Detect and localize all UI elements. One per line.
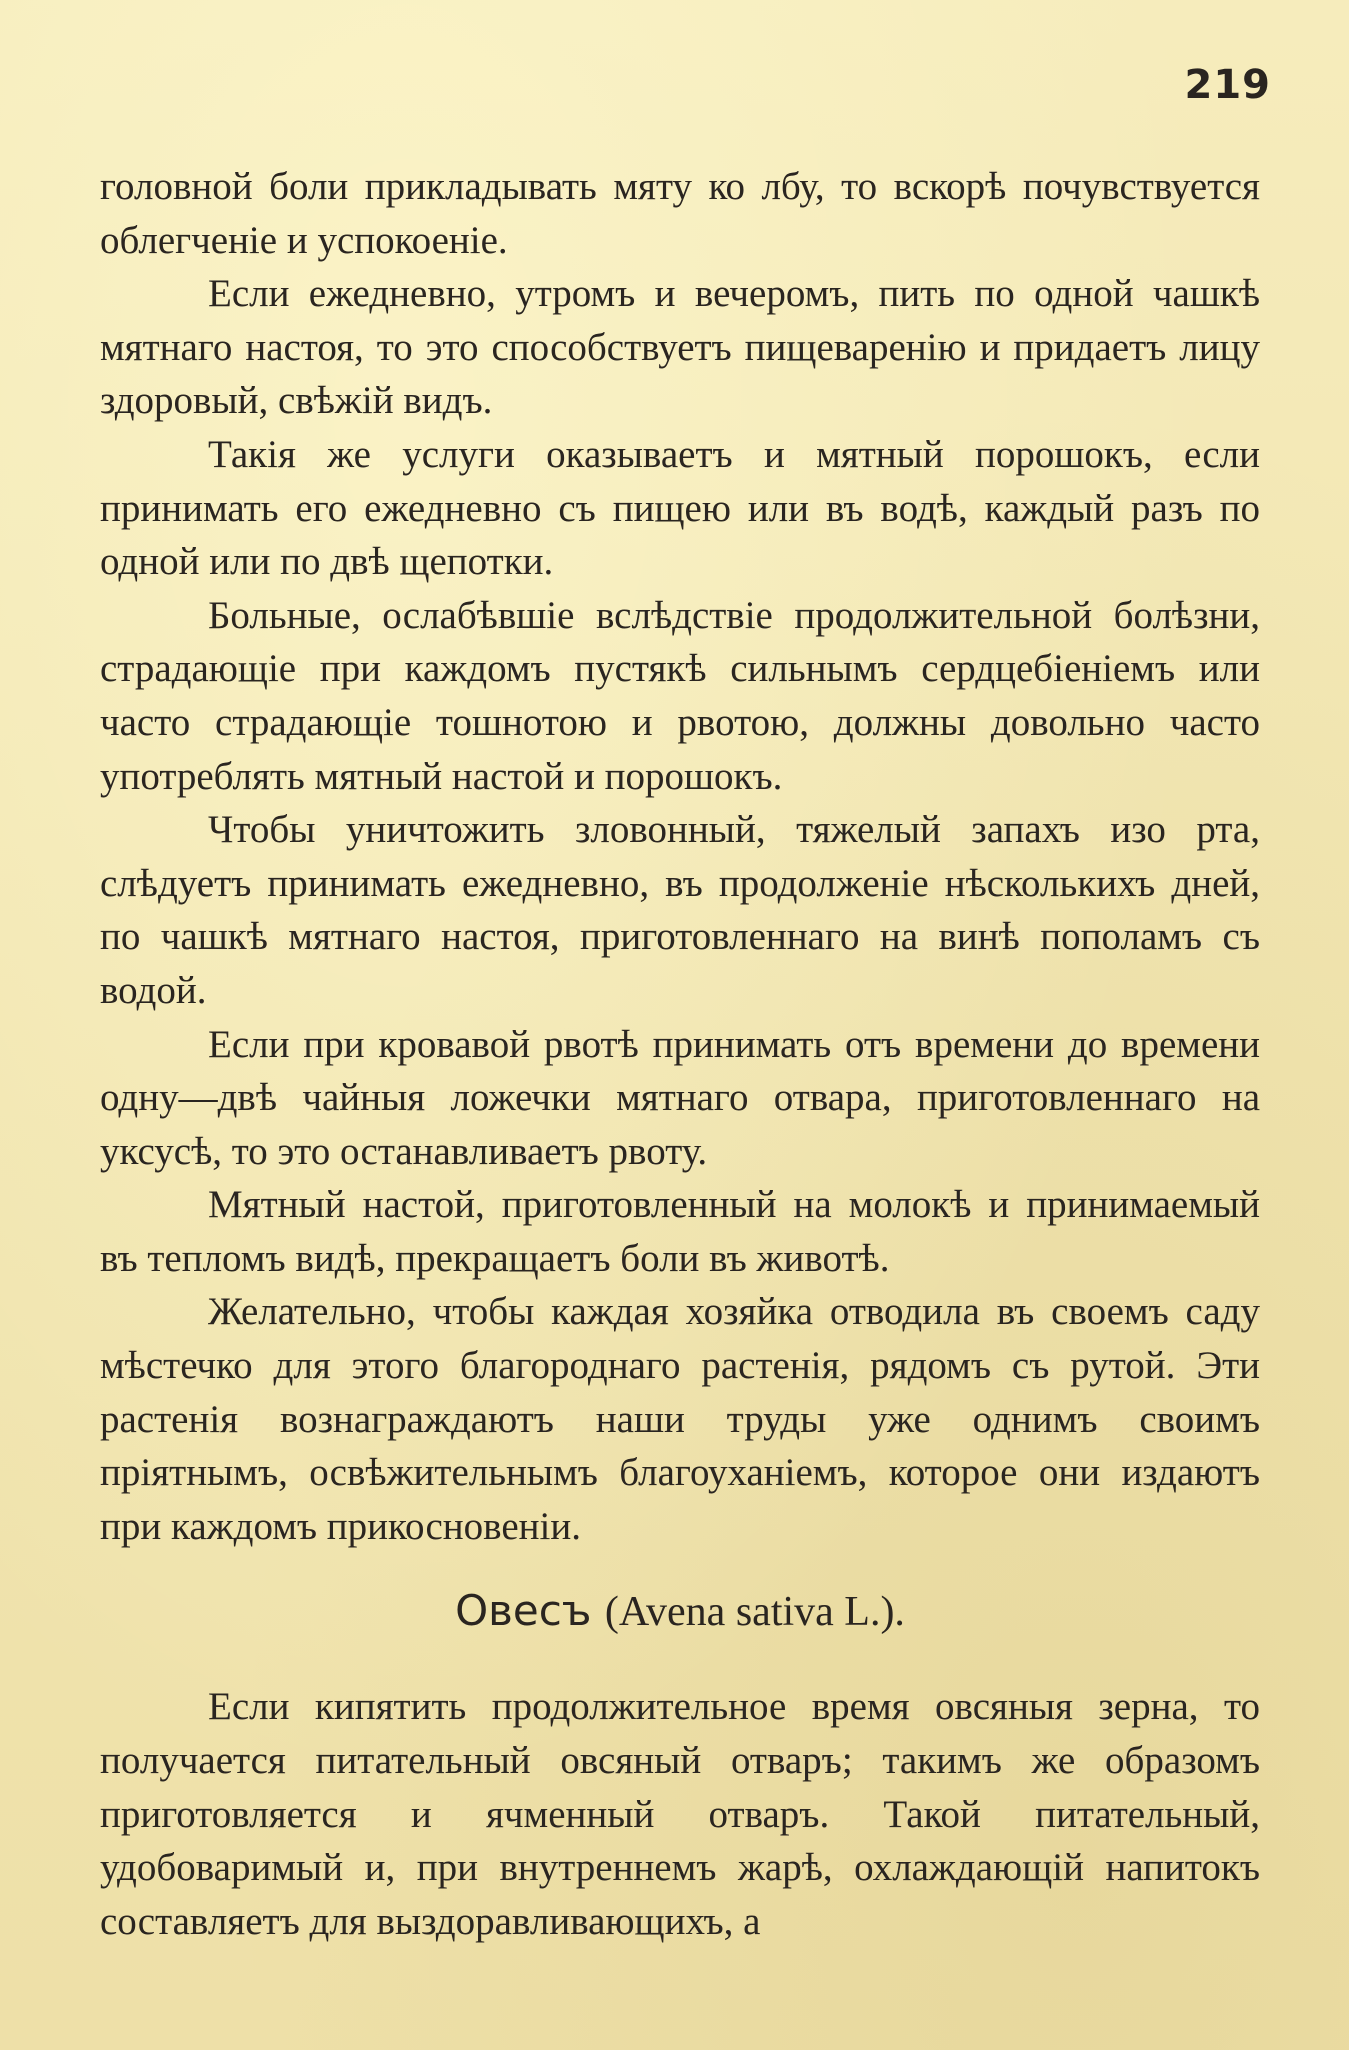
section-heading — [100, 1581, 1260, 1642]
paragraph-headache: головной боли прикладывать мяту ко лбу, то вскорѣ почувствуется облегченіе и успокоеніе. — [100, 165, 1260, 262]
paragraph-daily-tea: Если ежедневно, утромъ и вечеромъ, пить по одной чашкѣ мятнаго настоя, то это способствуетъ пищеваренію и придаетъ лицу здоровый, свѣжій видъ. — [100, 272, 1260, 423]
paragraph-milk-infusion: Мятный настой, приготовленный на молокѣ и принимаемый въ тепломъ видѣ, прекращаетъ боли въ животѣ. — [100, 1183, 1260, 1280]
paragraph-oat-broth: Если кипятить продолжительное время овсяныя зерна, то получается питательный овсяный отваръ; такимъ же образомъ приготовляется и ячменный отваръ. Такой питательный, удобоваримый и, при внутреннемъ жарѣ, охлаждающій напитокъ составляетъ для выздоравливающихъ, а — [100, 1685, 1260, 1943]
section-title: Овесъ — [455, 1586, 592, 1636]
paragraph-mint-powder: Такія же услуги оказываетъ и мятный порошокъ, если принимать его ежедневно съ пищею или въ водѣ, каждый разъ по одной или по двѣ щепотки. — [100, 432, 1260, 584]
paragraph-garden: Желательно, чтобы каждая хозяйка отводила въ своемъ саду мѣстечко для этого благороднаго растенія, рядомъ съ рутой. Эти растенія вознаграждаютъ наши труды уже однимъ своимъ пріятнымъ, освѣжительнымъ благоуханіемъ, которое они издаютъ при каждомъ прикосновеніи. — [100, 1290, 1260, 1548]
section-latin-name: (Avena sativa L.). — [604, 1589, 905, 1636]
paragraph-weak-patients: Больные, ослабѣвшіе вслѣдствіе продолжительной болѣзни, страдающіе при каждомъ пустякѣ сильнымъ сердцебіеніемъ или часто страдающіе тошнотою и рвотою, должны довольно часто употреблять мятный настой и порошокъ. — [100, 593, 1260, 798]
page-number: 219 — [1184, 62, 1271, 108]
page-text — [100, 160, 1260, 1948]
paragraph-bad-breath: Чтобы уничтожить зловонный, тяжелый запахъ изо рта, слѣдуетъ принимать ежедневно, въ продолженіе нѣсколькихъ дней, по чашкѣ мятнаго настоя, приготовленнаго на винѣ пополамъ съ водой. — [100, 808, 1260, 1012]
paragraph-bloody-vomit: Если при кровавой рвотѣ принимать отъ времени до времени одну—двѣ чайныя ложечки мятнаго отвара, приготовленнаго на уксусѣ, то это останавливаетъ рвоту. — [100, 1022, 1260, 1173]
